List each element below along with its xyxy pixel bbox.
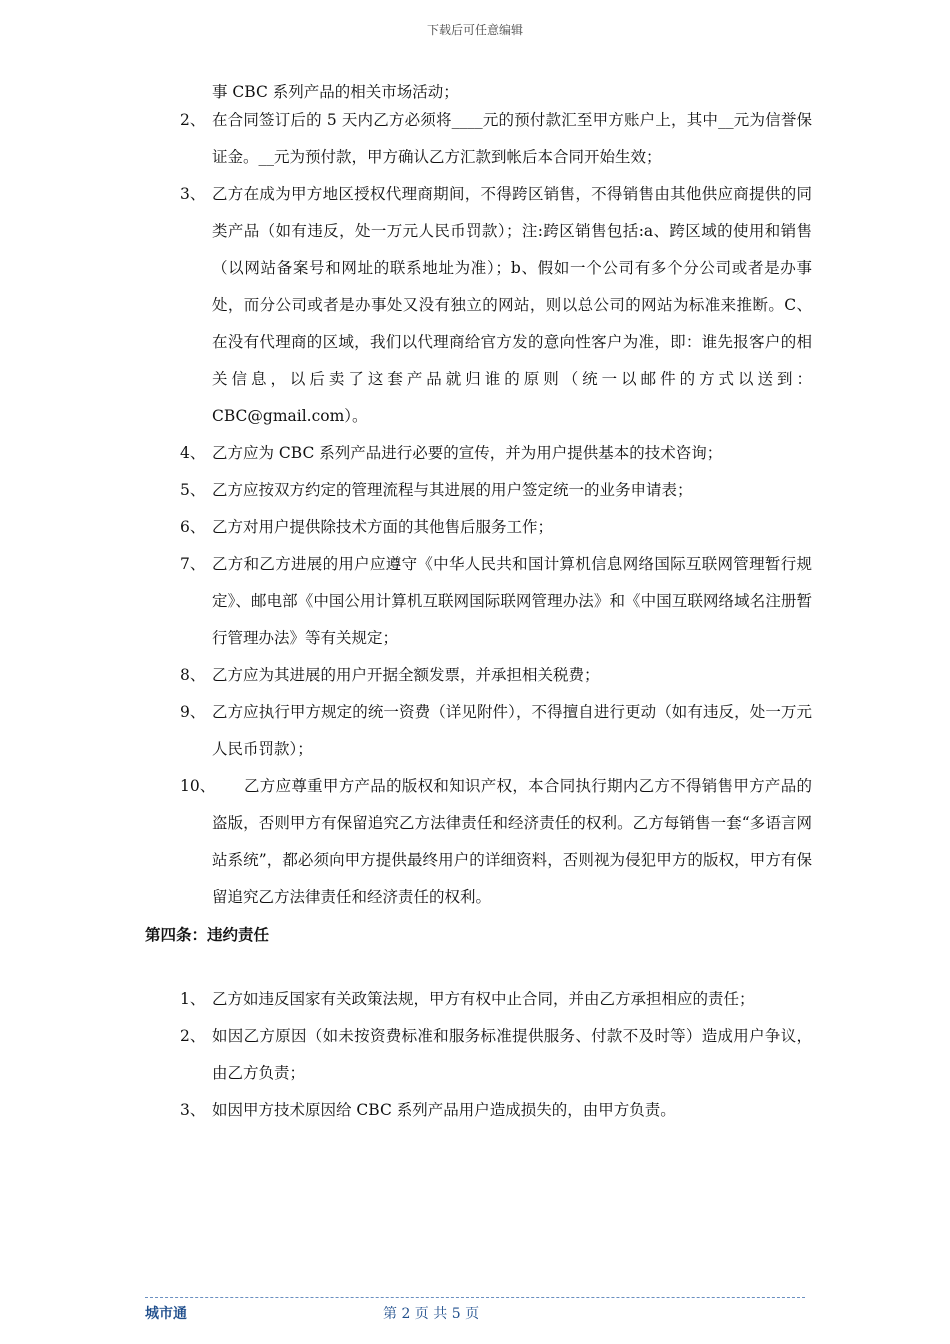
item-text: 乙方如违反国家有关政策法规，甲方有权中止合同，并由乙方承担相应的责任； [212, 990, 755, 1008]
item-number: 2、 [180, 1027, 206, 1045]
list-item [180, 472, 815, 509]
list-item [180, 1018, 815, 1092]
item-number: 3、 [180, 185, 206, 203]
item-number: 3、 [180, 1101, 206, 1119]
list-item [180, 1092, 815, 1129]
item-text: 乙方应为其进展的用户开据全额发票，并承担相关税费； [212, 666, 600, 684]
list-item [180, 546, 815, 657]
list-item [180, 657, 815, 694]
item-text: 乙方在成为甲方地区授权代理商期间，不得跨区销售，不得销售由其他供应商提供的同类产品（如有违反，处一万元人民币罚款）；注:跨区销售包括:a、跨区域的使用和销售（以网站备案号和网址的联系地址为准）；b、假如一个公司有多个分公司或者是办事处，而分公司或者是办事处又没有独立的网站，则以总公司的网站为标准来推断。C、在没有代理商的区域，我们以代理商给官方发的意向性客户为准，即：谁先报客户的相关信息，以后卖了这套产品就归谁的原则（统一以邮件的方式以送到：CBC@gmail.com）。 [212, 185, 812, 425]
list-item [180, 768, 815, 916]
list-item [180, 509, 815, 546]
item-text: 如因乙方原因（如未按资费标准和服务标准提供服务、付款不及时等）造成用户争议，由乙方负责； [212, 1027, 812, 1082]
footer-divider [145, 1297, 805, 1298]
page-number: 第 2 页 共 5 页 [383, 1306, 480, 1322]
item-number: 6、 [180, 518, 206, 536]
item-text: 乙方应按双方约定的管理流程与其进展的用户签定统一的业务申请表； [212, 481, 693, 499]
item-number: 8、 [180, 666, 206, 684]
footer-brand: 城市通 [145, 1306, 187, 1322]
list-item [180, 435, 815, 472]
item-number: 7、 [180, 555, 206, 573]
list-item [180, 176, 815, 435]
item-number: 10、 [180, 777, 216, 795]
item-text: 乙方应执行甲方规定的统一资费（详见附件），不得擅自进行更动（如有违反，处一万元人民币罚款）； [212, 703, 812, 758]
item-text: 乙方应为 CBC 系列产品进行必要的宣传，并为用户提供基本的技术咨询； [212, 444, 723, 462]
liability-list [180, 981, 815, 1129]
item-text: 如因甲方技术原因给 CBC 系列产品用户造成损失的，由甲方负责。 [212, 1101, 676, 1119]
item-number: 2、 [180, 111, 206, 129]
list-item [180, 981, 815, 1018]
item-number: 5、 [180, 481, 206, 499]
continuation-text: 事 CBC 系列产品的相关市场活动； [212, 83, 459, 101]
page-header: 下载后可任意编辑 [426, 23, 523, 37]
item-number: 9、 [180, 703, 206, 721]
clause-list [180, 102, 815, 916]
item-number: 1、 [180, 990, 206, 1008]
section-title: 第四条：违约责任 [145, 926, 270, 944]
item-text: 乙方应尊重甲方产品的版权和知识产权，本合同执行期内乙方不得销售甲方产品的盗版，否则甲方有保留追究乙方法律责任和经济责任的权利。乙方每销售一套“多语言网站系统”，都必须向甲方提供最终用户的详细资料，否则视为侵犯甲方的版权，甲方有保留追究乙方法律责任和经济责任的权利。 [212, 777, 812, 906]
item-text: 乙方和乙方进展的用户应遵守《中华人民共和国计算机信息网络国际互联网管理暂行规定》、邮电部《中国公用计算机互联网国际联网管理办法》和《中国互联网络域名注册暂行管理办法》等有关规定； [212, 555, 812, 647]
list-item [180, 102, 815, 176]
list-item [180, 694, 815, 768]
item-text: 乙方对用户提供除技术方面的其他售后服务工作； [212, 518, 554, 536]
item-text: 在合同签订后的 5 天内乙方必须将____元的预付款汇至甲方账户上，其中__元为信誉保证金。__元为预付款，甲方确认乙方汇款到帐后本合同开始生效； [212, 111, 812, 166]
item-number: 4、 [180, 444, 206, 462]
